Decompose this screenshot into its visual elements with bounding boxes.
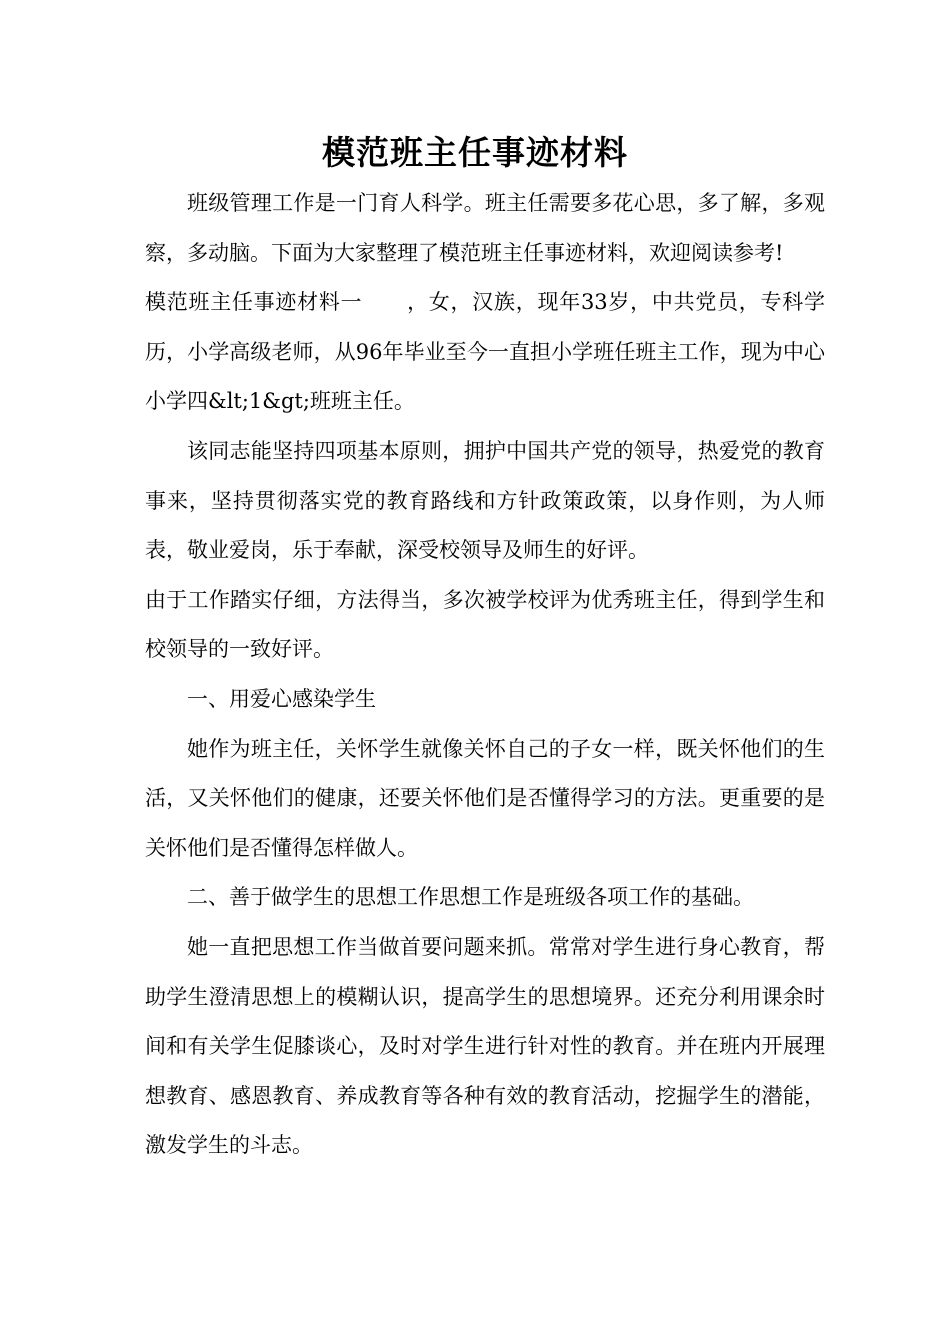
love-paragraph: 她作为班主任，关怀学生就像关怀自己的子女一样，既关怀他们的生活，又关怀他们的健康，还要关怀他们是否懂得学习的方法。更重要的是关怀他们是否懂得怎样做人。 (145, 736, 825, 860)
section-label: 模范班主任事迹材料一 (145, 290, 363, 315)
section-heading-2: 二、善于做学生的思想工作思想工作是班级各项工作的基础。 (187, 885, 754, 910)
profile-text: ，女，汉族，现年33岁，中共党员，专科学历，小学高级老师，从96年毕业至今一直担小学班任班主工作，现为中心小学四&lt;1&gt;班班主任。 (145, 290, 825, 414)
document-title: 模范班主任事迹材料 (322, 133, 628, 172)
thought-work-paragraph: 她一直把思想工作当做首要问题来抓。常常对学生进行身心教育，帮助学生澄清思想上的模糊认识，提高学生的思想境界。还充分利用课余时间和有关学生促膝谈心，及时对学生进行针对性的教育。并在班内开展理想教育、感恩教育、养成教育等各种有效的教育活动，挖掘学生的潜能，激发学生的斗志。 (145, 934, 825, 1158)
document-body (145, 179, 825, 1171)
principles-paragraph: 该同志能坚持四项基本原则，拥护中国共产党的领导，热爱党的教育事来，坚持贯彻落实党的教育路线和方针政策政策，以身作则，为人师表，敬业爱岗，乐于奉献，深受校领导及师生的好评。 (145, 438, 825, 563)
intro-paragraph: 班级管理工作是一门育人科学。班主任需要多花心思，多了解，多观察，多动脑。下面为大家整理了模范班主任事迹材料，欢迎阅读参考! (145, 191, 825, 265)
section-heading-1: 一、用爱心感染学生 (187, 686, 376, 711)
praise-paragraph: 由于工作踏实仔细，方法得当，多次被学校评为优秀班主任，得到学生和校领导的一致好评。 (145, 587, 825, 662)
profile-paragraph (145, 278, 825, 427)
